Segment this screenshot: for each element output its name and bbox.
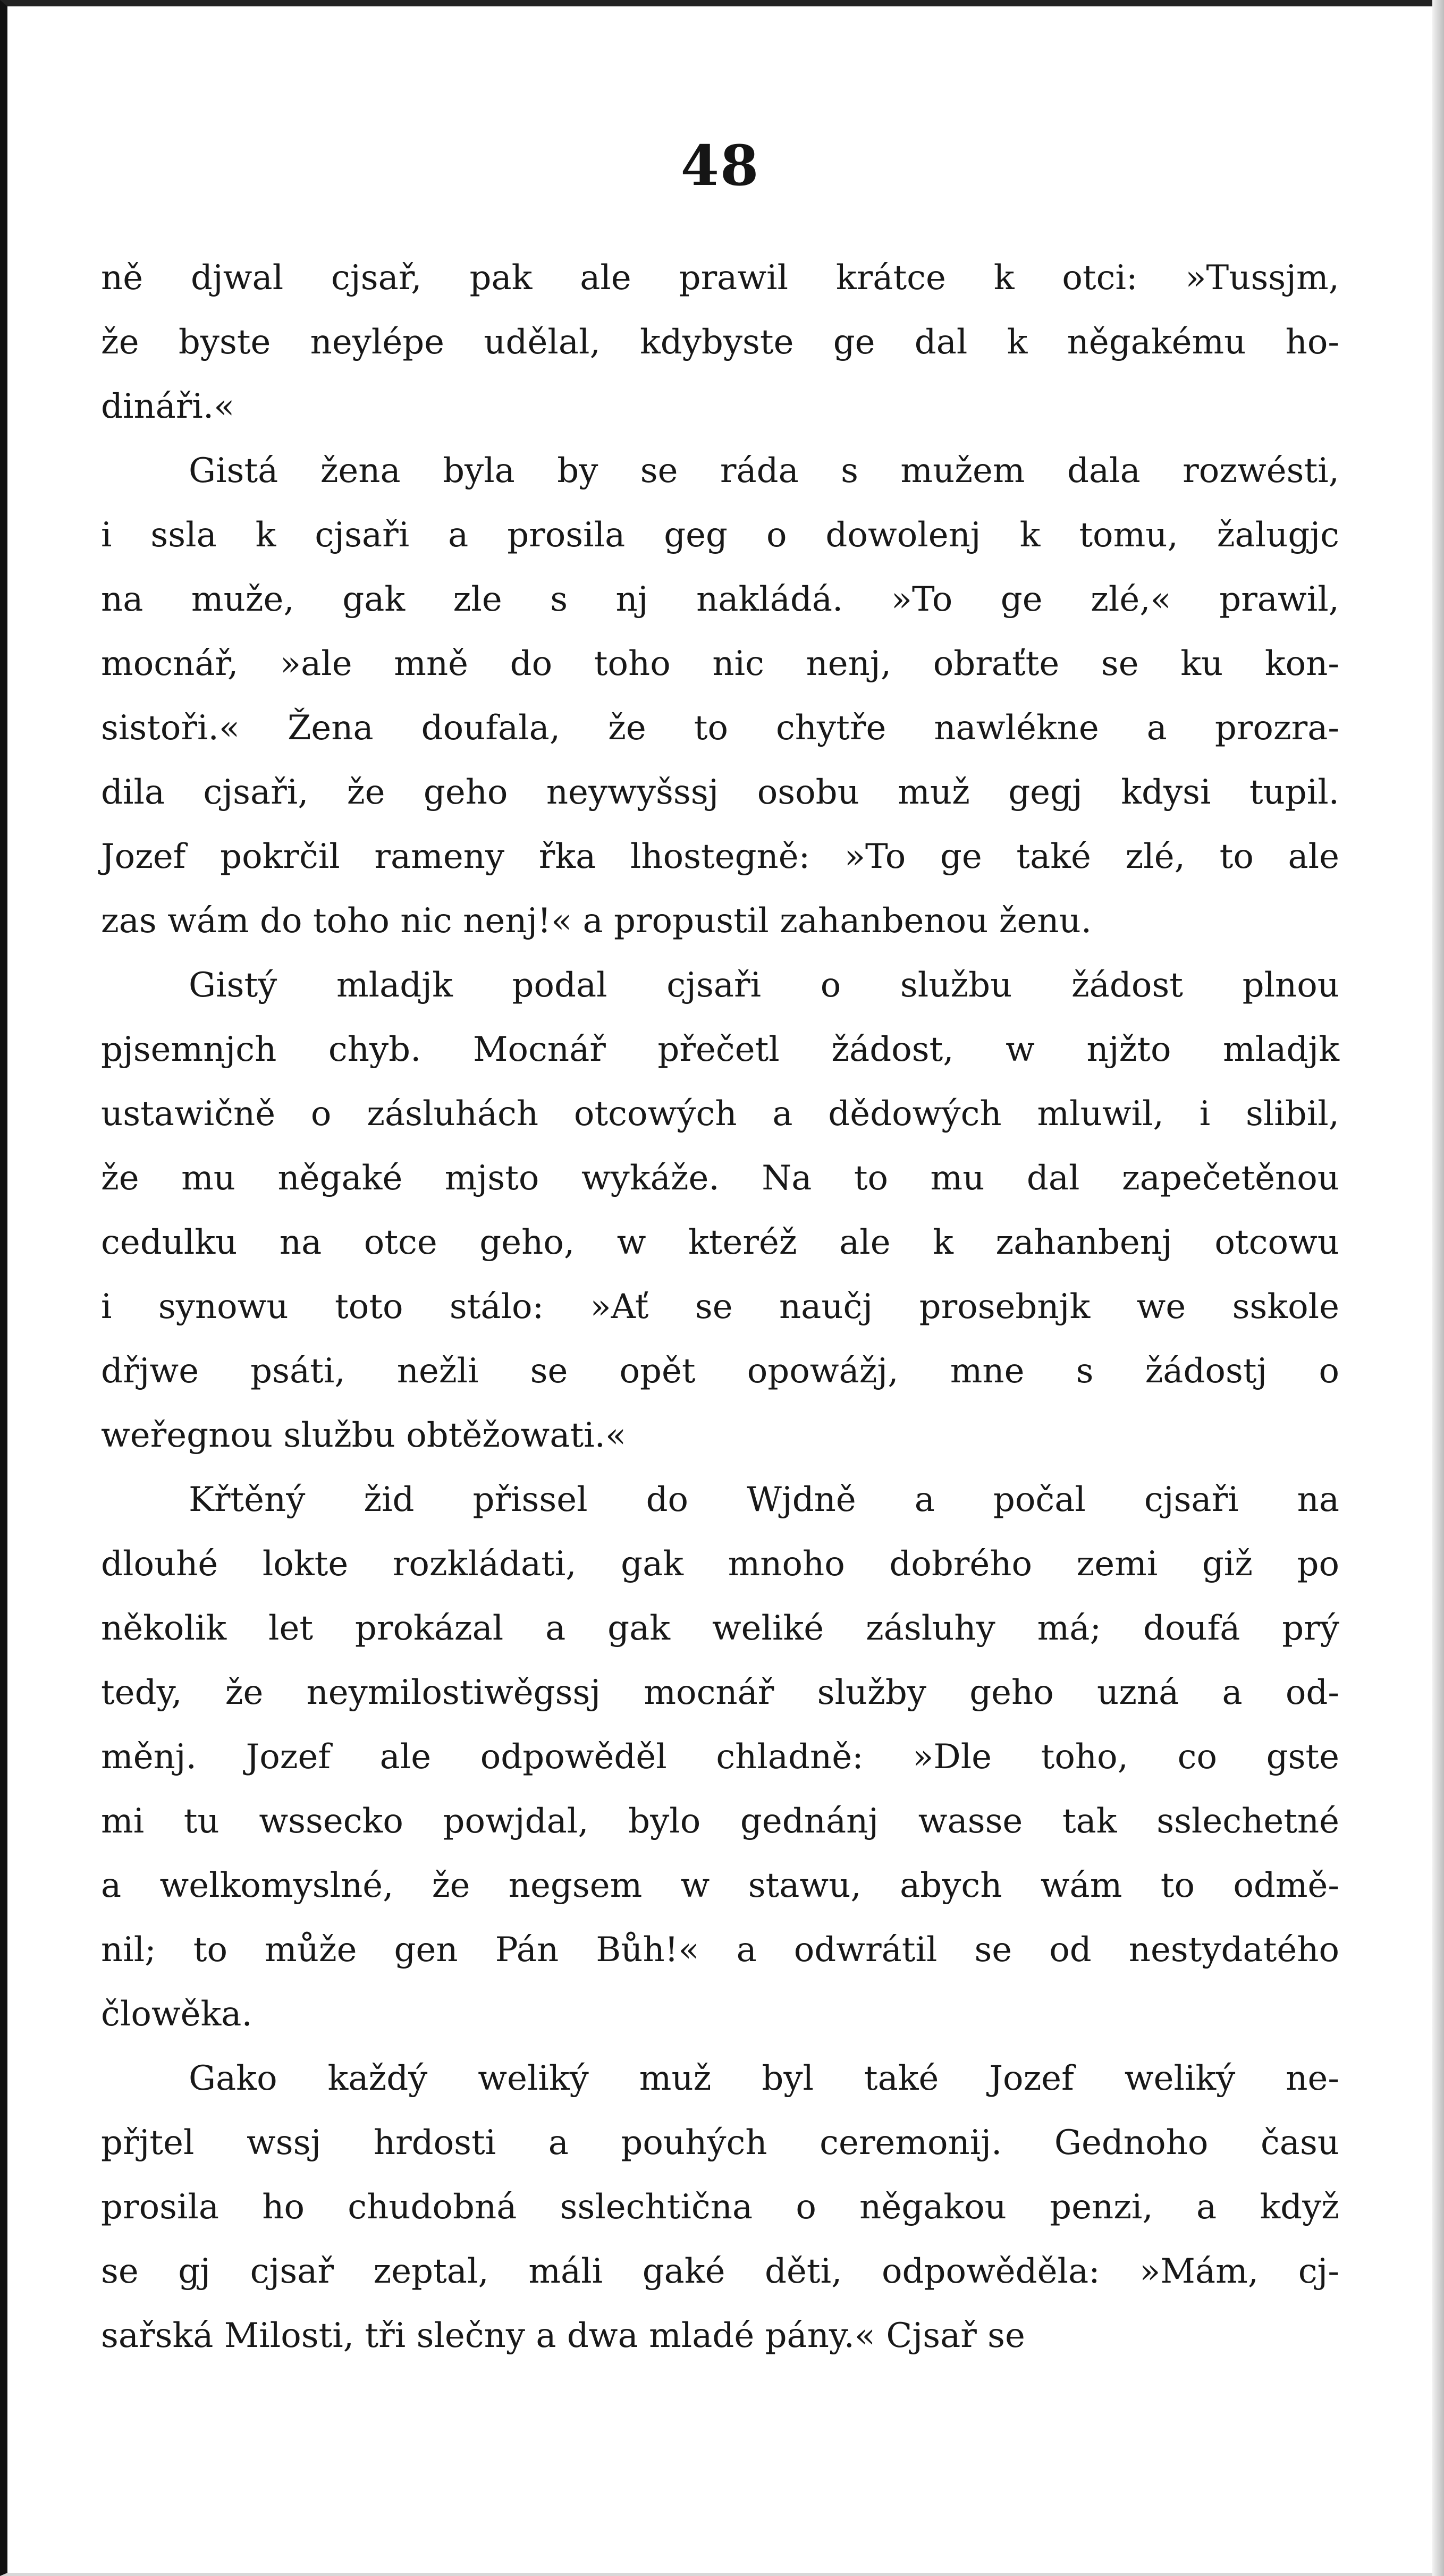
text-line: dila cjsaři, že geho neywyšssj osobu muž gegj kdysi tupil. [101,773,1339,812]
text-line: ustawičně o zásluhách otcowých a dědowých mluwil, i slibil, [101,1094,1339,1134]
text-line: nil; to může gen Pán Bůh!« a odwrátil se od nestydatého [101,1930,1339,1970]
text-line: dřjwe psáti, nežli se opět opowážj, mne s žádostj o [101,1352,1339,1391]
text-line: že byste neylépe udělal, kdybyste ge dal k něgakému ho- [101,323,1339,362]
text-line: Jozef pokrčil rameny řka lhostegně: »To ge také zlé, to ale [101,837,1339,876]
text-line: i synowu toto stálo: »Ať se naučj prosebnjk we sskole [101,1287,1339,1327]
text-line: se gj cjsař zeptal, máli gaké děti, odpowěděla: »Mám, cj- [101,2252,1339,2291]
text-line: Gako každý weliký muž byl také Jozef weliký ne- [189,2059,1339,2098]
text-line: weřegnou službu obtěžowati.« [101,1416,627,1455]
text-line: sistoři.« Žena doufala, že to chytře nawlékne a prozra- [101,708,1339,748]
page-number: 48 [680,133,760,198]
text-line: tedy, že neymilostiwěgssj mocnář služby geho uzná a od- [101,1673,1339,1712]
paragraph [101,2047,1339,2368]
text-line: ně djwal cjsař, pak ale prawil krátce k otci: »Tussjm, [101,258,1339,298]
text-body [101,246,1339,2368]
text-line: prosila ho chudobná sslechtična o něgakou penzi, a když [101,2188,1339,2227]
paragraph [101,246,1339,439]
text-line: mi tu wssecko powjdal, bylo gednánj wasse tak sslechetné [101,1802,1339,1841]
paragraph [101,953,1339,1468]
text-line: přjtel wssj hrdosti a pouhých ceremonij. Gednoho času [101,2123,1339,2163]
text-line: mocnář, »ale mně do toho nic nenj, obraťte se ku kon- [101,644,1339,683]
text-line: cedulku na otce geho, w kteréž ale k zahanbenj otcowu [101,1223,1339,1262]
text-line: měnj. Jozef ale odpowěděl chladně: »Dle toho, co gste [101,1737,1339,1777]
text-line: že mu něgaké mjsto wykáže. Na to mu dal zapečetěnou [101,1159,1339,1198]
paragraph [101,439,1339,953]
text-line: několik let prokázal a gak weliké zásluhy má; doufá prý [101,1609,1339,1648]
page-edge-shadow [1432,0,1444,2576]
text-line: člowěka. [101,1995,252,2034]
text-line: pjsemnjch chyb. Mocnář přečetl žádost, w njžto mladjk [101,1030,1339,1069]
text-line: sařská Milosti, tři slečny a dwa mladé pány.« Cjsař se [101,2316,1025,2355]
text-line: na muže, gak zle s nj nakládá. »To ge zlé,« prawil, [101,580,1339,619]
text-line: zas wám do toho nic nenj!« a propustil zahanbenou ženu. [101,901,1092,941]
text-line: Gistá žena byla by se ráda s mužem dala rozwésti, [189,451,1339,491]
text-line: i ssla k cjsaři a prosila geg o dowolenj k tomu, žalugjc [101,516,1339,555]
text-line: a welkomyslné, že negsem w stawu, abych wám to odmě- [101,1866,1339,1905]
text-line: dlouhé lokte rozkládati, gak mnoho dobrého zemi giž po [101,1544,1339,1584]
text-line: Gistý mladjk podal cjsaři o službu žádost plnou [189,966,1339,1005]
paragraph [101,1468,1339,2047]
book-page [101,80,1339,2524]
text-line: Křtěný žid přissel do Wjdně a počal cjsaři na [189,1480,1339,1519]
text-line: dináři.« [101,387,235,426]
